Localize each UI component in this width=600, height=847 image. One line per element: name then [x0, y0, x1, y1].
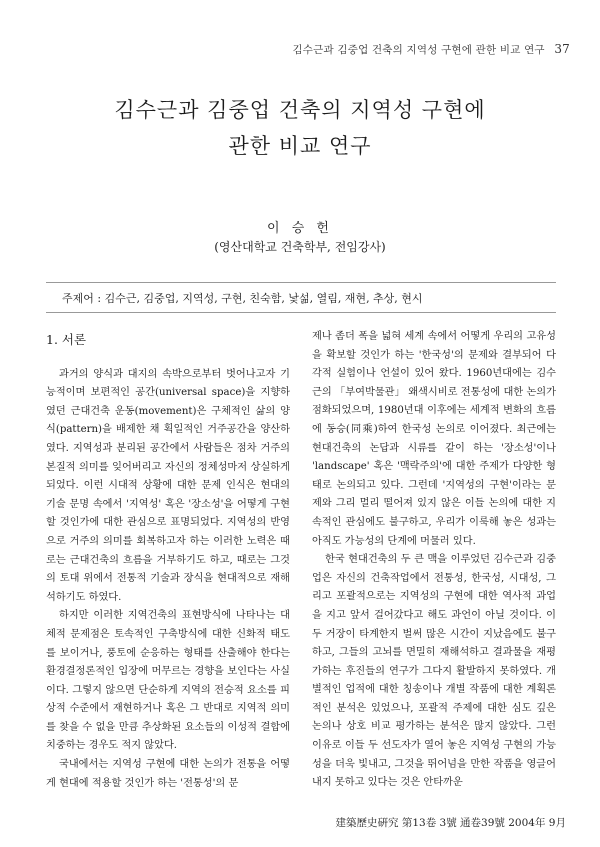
- author-affiliation: (영산대학교 건축학부, 전임강사): [214, 240, 386, 254]
- author-name: 이 승 헌: [267, 221, 333, 236]
- section-heading: 1. 서론: [46, 332, 87, 347]
- article-title: [0, 92, 600, 164]
- paragraph: 국내에서는 지역성 구현에 대한 논의가 전통을 어떻게 현대에 적용할 것인가 하는 '전통성'의 문: [46, 759, 290, 789]
- keywords-text: 김수근, 김중업, 지역성, 구현, 친숙함, 낯섦, 열림, 재현, 추상, 현시: [104, 292, 423, 305]
- paragraph: 과거의 양식과 대지의 속박으로부터 벗어나고자 기능적이며 보편적인 공간(universal space)을 지향하였던 근대건축 운동(movement)은 구체적인 삶의 양식(pattern)을 배제한 채 획일적인 거주공간을 양산하였다. 지역성과 분리된 공간에서 사람들은 점차 거주의 본질적 의미를 잊어버리고 자신의 정체성마저 상실하게 되었다. 이런 시대적 상황에 대한 문제 인식은 현대의 기술 문명 속에서 '지역성' 혹은 '장소성'을 어떻게 구현할 것인가에 대한 관심으로 표명되었다. 지역성의 반영으로 거주의 의미를 회복하고자 하는 이러한 노력은 때로는 근대건축의 흐름을 거부하기도 하고, 때로는 그것의 토대 위에서 전통적 기술과 장식을 현대적으로 재해석하기도 하였다.: [46, 368, 290, 603]
- paragraph: 하지만 이러한 지역건축의 표현방식에 나타나는 대체적 문제점은 토속적인 구축방식에 대한 신화적 태도를 보이거나, 풍토에 순응하는 형태를 산출해야 한다는 환경결정론적인 입장에 머무르는 경향을 보인다는 사실이다. 그렇지 않으면 단순하게 지역의 전승적 요소를 피상적 수준에서 재현하거나 혹은 그 반대로 지역적 의미를 찾을 수 없을 만큼 추상화된 요소들의 이성적 결합에 치중하는 경우도 적지 않았다.: [46, 610, 290, 752]
- keywords-top-rule: [46, 282, 556, 283]
- title-line-2: 관한 비교 연구: [228, 134, 372, 158]
- body-column-right: [312, 328, 556, 793]
- body-column-left: [46, 328, 290, 793]
- paragraph-continued: 제나 좀더 폭을 넓혀 세계 속에서 어떻게 우리의 고유성을 확보할 것인가 하는 '한국성'의 문제와 결부되어 다각적 실험이나 언설이 있어 왔다. 1960년대에는 김수근의 「부여박물관」 왜색시비로 전통성에 대한 논의가 점화되었으며, 1980년대 이후에는 세계적 변화의 흐름에 동승(同乘)하여 한국성 논의로 이어졌다. 최근에는 현대건축의 논답과 시류를 같이 하는 '장소성'이나 'landscape' 혹은 '맥락주의'에 대한 주제가 다양한 형태로 논의되고 있다. 그런데 '지역성의 구현'이라는 문제와 그리 멀리 떨어져 있지 않은 이들 논의에 대한 지속적인 관심에도 불구하고, 우리가 이룩해 놓은 성과는 아직도 가능성의 단계에 머물러 있다.: [312, 331, 556, 547]
- paragraph: 한국 현대건축의 두 큰 맥을 이루었던 김수근과 김중업은 자신의 건축작업에서 전통성, 한국성, 시대성, 그리고 포괄적으로는 지역성의 구현에 대한 역사적 과업을 지고 앞서 걸어갔다고 해도 과언이 아닐 것이다. 이 두 거장이 타계한지 벌써 많은 시간이 지났음에도 불구하고, 그들의 고뇌를 면밀히 재해석하고 결과물을 재평가하는 후진들의 연구가 그다지 활발하지 못하였다. 개별적인 업적에 대한 칭송이나 개별 작품에 대한 계획론적인 분석은 있었으나, 포괄적 주제에 대한 심도 깊은 논의나 상호 비교 평가하는 분석은 많지 않았다. 그런 이유로 이들 두 선도자가 열어 놓은 지역성 구현의 가능성을 더욱 빛내고, 그것을 뛰어넘을 만한 작품을 영글어 내지 못하고 있다는 것은 안타까운: [312, 554, 556, 789]
- keywords-line: [62, 290, 542, 306]
- keywords-label: 주제어 :: [62, 292, 102, 305]
- page-number: 37: [554, 42, 570, 56]
- title-line-1: 김수근과 김중업 건축의 지역성 구현에: [114, 98, 486, 122]
- journal-footer: 建築歷史硏究 第13卷 3號 通卷39號 2004年 9月: [335, 817, 566, 829]
- running-title: 김수근과 김중업 건축의 지역성 구현에 관한 비교 연구: [292, 44, 545, 56]
- running-header: [30, 42, 570, 57]
- keywords-bottom-rule: [46, 312, 556, 313]
